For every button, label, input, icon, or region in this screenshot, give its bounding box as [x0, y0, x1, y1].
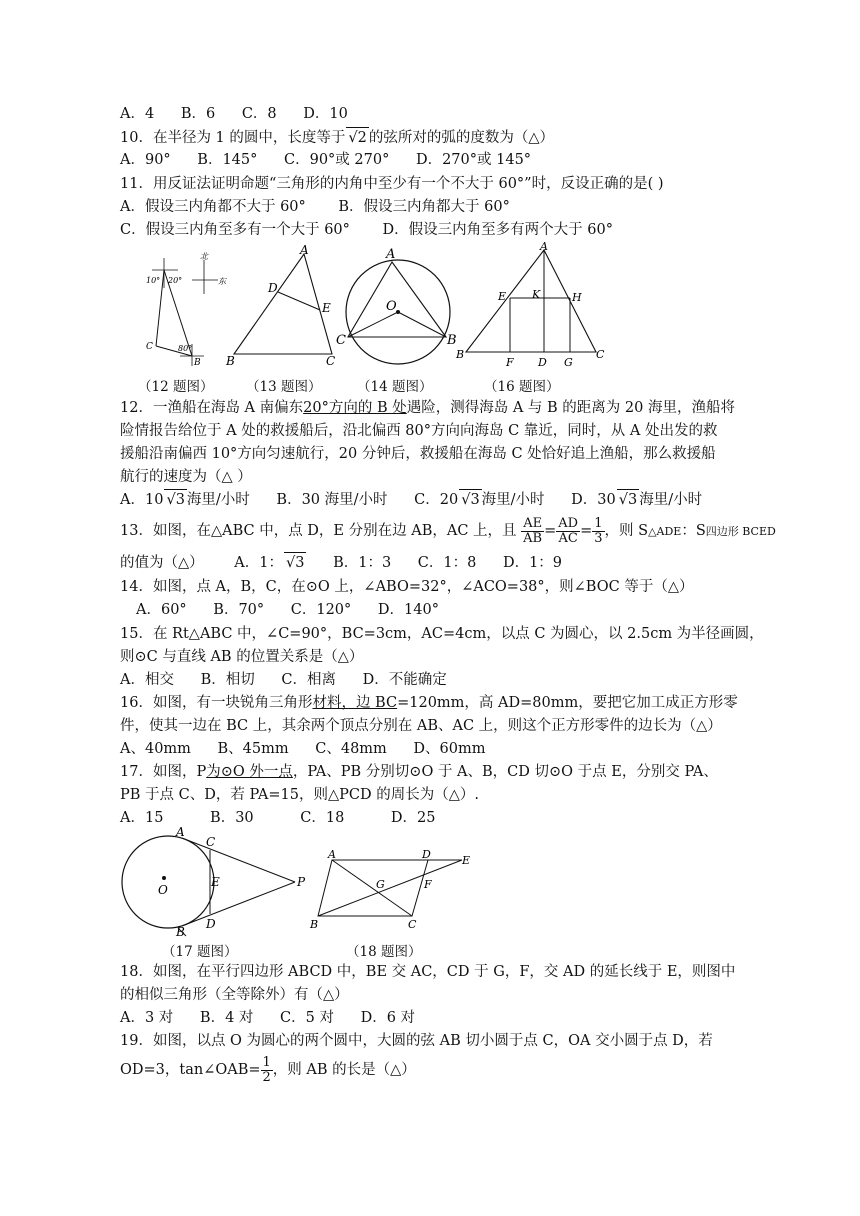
q13-line1: 13．如图，在△ABC 中，点 D，E 分别在边 AB，AC 上，且 $\frac{AE}{AB}$ = $\frac{AD}{AC}$ = $\frac{1}{3}$ ，则 S△ADE：S四边形 BCED	[120, 515, 776, 546]
fig18-label-c: C	[408, 918, 417, 931]
q16-option-b: B、45mm	[217, 741, 289, 757]
fig18-label-d: D	[422, 848, 431, 861]
caption-fig13: （13 题图）	[246, 379, 322, 395]
fig16-label-d: D	[538, 356, 547, 369]
figure-12	[138, 248, 230, 372]
fig12-north-label: 北	[200, 252, 208, 261]
q12-line4: 航行的速度为（△ ）	[120, 469, 252, 485]
q12-line3: 援船沿南偏西 10°方向匀速航行，20 分钟后，救援船在海岛 C 处恰好追上渔船，那么救援船	[120, 446, 716, 462]
q9-option-b: B．6	[180, 106, 216, 122]
fig17-label-a: A	[176, 826, 185, 839]
q16-option-c: C、48mm	[315, 741, 387, 757]
q14-option-d: D．140°	[377, 602, 439, 618]
q17-line1: 17．如图，P为⊙O 外一点，PA、PB 分别切⊙O 于 A、B，CD 切⊙O 于点 E，分别交 PA、	[120, 764, 718, 780]
q18-option-d: D．6 对	[360, 1010, 416, 1026]
fig16-label-b: B	[456, 348, 465, 361]
q15-option-a: A．相交	[120, 672, 174, 688]
figure-16	[454, 240, 610, 370]
q11-options-line1	[120, 197, 510, 217]
fig17-label-c: C	[206, 835, 216, 849]
fig12-angle-80: 80°	[178, 344, 193, 353]
q13-option-d: D．1：9	[502, 555, 563, 571]
fig16-label-e: E	[498, 290, 507, 303]
q9-options	[120, 104, 370, 124]
q14-option-a: A．60°	[136, 602, 187, 618]
q13-option-a: A．1： √3	[234, 552, 306, 573]
q10-option-d: D．270°或 145°	[415, 152, 532, 168]
q12-line1: 12．一渔船在海岛 A 南偏东20°方向的 B 处遇险，测得海岛 A 与 B 的距离为 20 海里，渔船将	[120, 400, 735, 416]
q18-options	[120, 1008, 437, 1028]
figure-14	[334, 242, 460, 372]
q15-options	[120, 670, 469, 690]
q15-line1: 15．在 Rt△ABC 中，∠C=90°，BC=3cm，AC=4cm，以点 C 为圆心，以 2.5cm 为半径画圆，	[120, 626, 764, 642]
fig17-label-d: D	[206, 917, 216, 931]
fig13-label-e: E	[322, 301, 331, 315]
fig14-label-b: B	[447, 333, 457, 348]
fig16-label-g: G	[564, 356, 573, 369]
q19-line1: 19．如图，以点 O 为圆心的两个圆中，大圆的弦 AB 切小圆于点 C，OA 交小圆于点 D，若	[120, 1033, 713, 1049]
q11-options-line2	[120, 220, 613, 240]
sqrt-symbol: √2	[346, 127, 368, 148]
fig12-east-label: 东	[218, 277, 226, 286]
q11-option-a: A．假设三内角都不大于 60°	[120, 199, 306, 215]
sqrt-symbol: √3	[164, 489, 186, 510]
fig18-label-a: A	[328, 848, 336, 861]
q18-option-b: B．4 对	[199, 1010, 254, 1026]
q16-option-d: D、60mm	[413, 741, 486, 757]
q16-option-a: A、40mm	[120, 741, 191, 757]
caption-fig16: （16 题图）	[484, 379, 560, 395]
q17-option-d: D．25	[390, 810, 436, 826]
q10-options	[120, 150, 553, 170]
fig17-label-b: B	[176, 925, 185, 938]
q11-option-d: D．假设三内角至多有两个大于 60°	[382, 222, 613, 238]
caption-fig18: （18 题图）	[346, 944, 422, 960]
fig18-label-b: B	[310, 918, 319, 931]
q16-line2: 件，使其一边在 BC 上，其余两个顶点分别在 AB、AC 上，则这个正方形零件的边长为（△）	[120, 718, 722, 734]
fig18-label-e: E	[462, 854, 471, 867]
q18-option-c: C．5 对	[280, 1010, 334, 1026]
q15-option-d: D．不能确定	[362, 672, 447, 688]
fraction-one-third: $\frac{1}{3}$	[594, 515, 603, 546]
q14-option-b: B．70°	[213, 602, 265, 618]
q16-options	[120, 739, 507, 759]
q11-option-b: B．假设三内角都大于 60°	[338, 199, 510, 215]
q13-line2: 的值为（△） A．1： √3 B．1：3 C．1：8 D．1：9	[120, 552, 584, 573]
fig18-label-g: G	[376, 878, 385, 891]
fraction-ad-ac: $\frac{AD}{AC}$	[558, 515, 579, 546]
fig13-label-a: A	[300, 244, 309, 257]
q15-line2: 则⊙C 与直线 AB 的位置关系是（△）	[120, 649, 364, 665]
figure-13	[224, 244, 344, 370]
fig16-label-f: F	[506, 356, 514, 369]
figure-18	[306, 846, 480, 934]
q11-option-c: C．假设三内角至多有一个大于 60°	[120, 222, 350, 238]
caption-fig12: （12 题图）	[138, 379, 214, 395]
q15-option-c: C．相离	[281, 672, 336, 688]
fig16-label-k: K	[532, 288, 541, 301]
q12-option-a: A．10 √3 海里/小时	[120, 489, 250, 510]
fraction-ae-ab: $\frac{AE}{AB}$	[523, 515, 543, 546]
q10-option-a: A．90°	[120, 152, 171, 168]
fig16-label-h: H	[572, 291, 582, 304]
q17-option-a: A．15	[120, 810, 164, 826]
q12-line2: 险情报告给位于 A 处的救援船后，沿北偏西 80°方向向海岛 C 靠近，同时，从 A 处出发的救	[120, 423, 718, 439]
q12-option-b: B．30 海里/小时	[276, 492, 388, 508]
q10-option-c: C．90°或 270°	[284, 152, 390, 168]
sqrt-symbol: √3	[284, 552, 306, 573]
caption-fig14: （14 题图）	[357, 379, 433, 395]
q9-option-c: C．8	[241, 106, 277, 122]
sqrt-symbol: √3	[617, 489, 639, 510]
sqrt-symbol: √3	[459, 489, 481, 510]
fig12-label-c: C	[146, 342, 153, 352]
fig17-label-p: P	[297, 875, 306, 889]
q14-stem: 14．如图，点 A，B，C，在⊙O 上，∠ABO=32°，∠ACO=38°，则∠BOC 等于（△）	[120, 579, 694, 595]
q18-option-a: A．3 对	[120, 1010, 174, 1026]
figure-17	[120, 826, 310, 938]
fig18-label-f: F	[424, 878, 432, 891]
q10-stem: 10．在半径为 1 的圆中，长度等于 √2 的弦所对的弧的度数为（△）	[120, 127, 554, 148]
fig13-label-c: C	[326, 354, 336, 368]
fig12-angle-20: 20°	[168, 276, 183, 285]
q14-option-c: C．120°	[290, 602, 352, 618]
fig14-label-a: A	[386, 247, 396, 262]
q17-option-c: C．18	[300, 810, 345, 826]
q18-line2: 的相似三角形（全等除外）有（△）	[120, 987, 349, 1003]
fig16-label-c: C	[596, 348, 605, 361]
q13-option-c: C．1：8	[417, 555, 477, 571]
fig14-label-c: C	[336, 333, 346, 348]
fig13-label-b: B	[226, 354, 235, 368]
q13-option-b: B．1：3	[333, 555, 392, 571]
q12-option-d: D．30 √3 海里/小时	[571, 489, 702, 510]
caption-fig17: （17 题图）	[162, 944, 238, 960]
q12-options	[120, 489, 724, 510]
q10-option-b: B．145°	[197, 152, 258, 168]
q17-option-b: B．30	[210, 810, 254, 826]
q18-line1: 18．如图，在平行四边形 ABCD 中，BE 交 AC，CD 于 G，F，交 AD 的延长线于 E，则图中	[120, 964, 736, 980]
fig12-label-b: B	[194, 358, 201, 368]
q17-line2: PB 于点 C、D，若 PA=15，则△PCD 的周长为（△）.	[120, 787, 479, 803]
fraction-one-half: $\frac{1}{2}$	[262, 1054, 271, 1085]
q19-line2: OD=3，tan∠OAB= $\frac{1}{2}$ ，则 AB 的长是（△）	[120, 1054, 416, 1085]
fig12-angle-10: 10°	[146, 276, 161, 285]
q15-option-b: B．相切	[200, 672, 255, 688]
fig17-label-o: O	[158, 883, 168, 897]
fig14-label-o: O	[386, 299, 397, 314]
q9-option-a: A．4	[120, 106, 155, 122]
fig17-label-e: E	[211, 875, 220, 889]
q17-options	[120, 808, 458, 828]
fig13-label-d: D	[268, 281, 278, 295]
q12-option-c: C．20 √3 海里/小时	[414, 489, 544, 510]
q14-options	[136, 600, 461, 620]
q11-stem: 11．用反证法证明命题“三角形的内角中至少有一个不大于 60°”时，反设正确的是( )	[120, 176, 664, 192]
q16-line1: 16．如图，有一块锐角三角形材料，边 BC=120mm，高 AD=80mm，要把它加工成正方形零	[120, 695, 738, 711]
q9-option-d: D．10	[303, 106, 348, 122]
fig16-label-a: A	[540, 240, 548, 253]
